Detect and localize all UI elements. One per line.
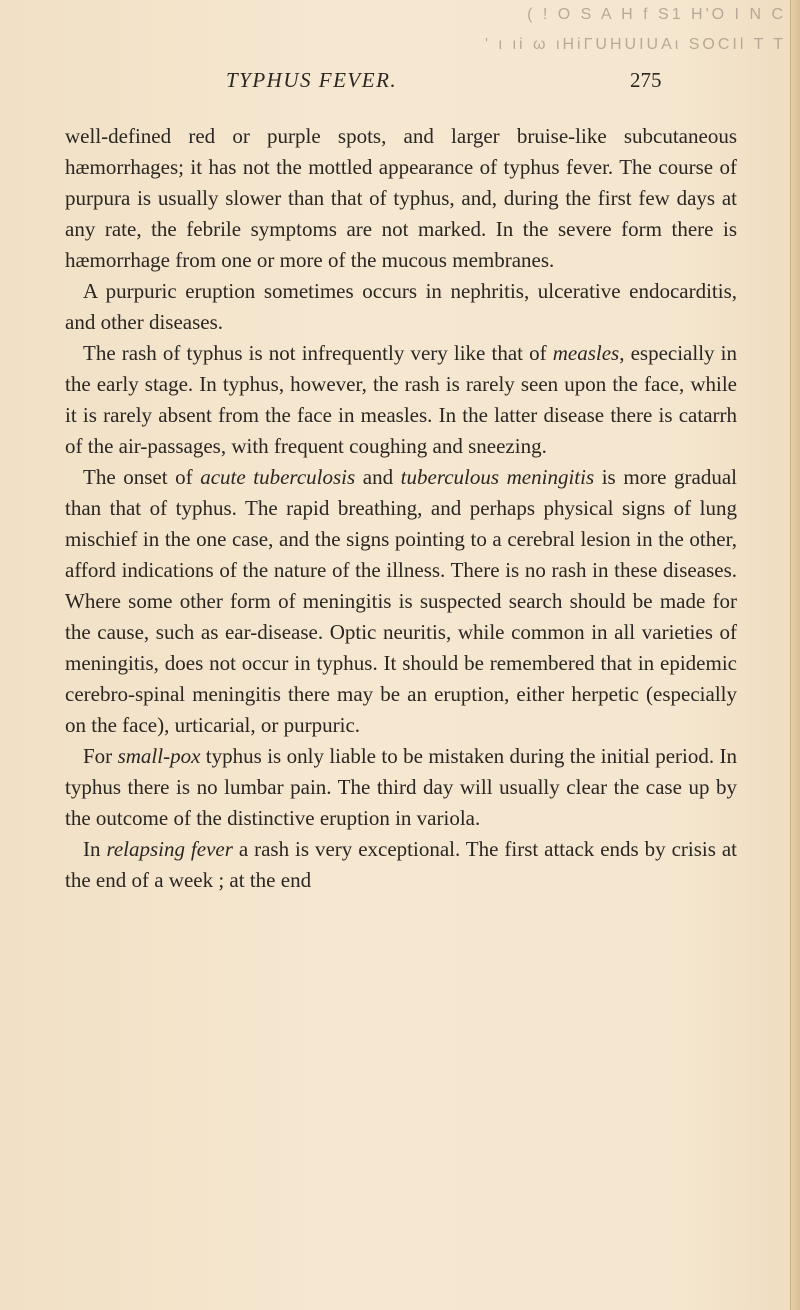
- paragraph: [65, 834, 737, 896]
- paragraph: [65, 121, 737, 276]
- text-run: and: [355, 465, 401, 489]
- text-run: In: [83, 837, 107, 861]
- text-run: The onset of: [83, 465, 201, 489]
- italic-term: tuberculous meningitis: [400, 465, 595, 489]
- italic-term: small-pox: [117, 744, 201, 768]
- paragraph: [65, 276, 737, 338]
- italic-term: acute tuberculosis: [200, 465, 356, 489]
- paragraph: [65, 741, 737, 834]
- text-run: The rash of typhus is not infrequently very like that of: [83, 341, 553, 365]
- running-title: TYPHUS FEVER.: [226, 68, 398, 92]
- text-run: , especially in the early stage. In typhus, however, the rash is rarely seen upon the face, while it is rarely absent from the face in measles. In the latter disease there is catarrh of the air-passages, with frequent coughing and sneezing.: [65, 341, 737, 458]
- page-edge-shadow: [790, 0, 800, 1310]
- text-run: is more gradual than that of typhus. The rapid breathing, and perhaps physical signs of lung mischief in the one case, and the signs pointing to a cerebral lesion in the other, afford indications of the nature of the illness. There is no rash in these diseases. Where some other form of meningitis is suspected search should be made for the cause, such as ear-disease. Optic neuritis, while common in all varieties of meningitis, does not occur in typhus. It should be remembered that in epidemic cerebro-spinal meningitis there may be an eruption, either herpetic (especially on the face), urticarial, or purpuric.: [65, 465, 738, 737]
- body-text: [65, 121, 737, 896]
- text-run: For: [83, 744, 118, 768]
- page-header: [0, 62, 800, 102]
- italic-term: measles: [552, 341, 620, 365]
- bleed-through-text-1: ( ! O S A H f S1 H'O I N C: [527, 6, 786, 23]
- paragraph: [65, 338, 737, 462]
- page-edge-line: [790, 0, 791, 1310]
- bleed-through-text-2: ' ι ιi ω ιHiΓUHUIUAι SOCIl T T: [484, 36, 786, 53]
- italic-term: relapsing fever: [106, 837, 233, 861]
- text-run: typhus is only liable to be mistaken during the initial period. In typhus there is no lumbar pain. The third day will usually clear the case up by the outcome of the distinctive eruption in variola.: [65, 744, 737, 830]
- text-run: well-defined red or purple spots, and larger bruise-like subcutaneous hæmorrhages; it has not the mottled appearance of typhus fever. The course of purpura is usually slower than that of typhus, and, during the first few days at any rate, the febrile symptoms are not marked. In the severe form there is hæmorrhage from one or more of the mucous membranes.: [65, 124, 737, 272]
- text-run: A purpuric eruption sometimes occurs in nephritis, ulcerative endocarditis, and other diseases.: [65, 279, 737, 334]
- page-number: 275: [630, 68, 662, 92]
- paragraph: [65, 462, 737, 741]
- text-run: a rash is very exceptional. The first attack ends by crisis at the end of a week ; at the end: [65, 837, 737, 892]
